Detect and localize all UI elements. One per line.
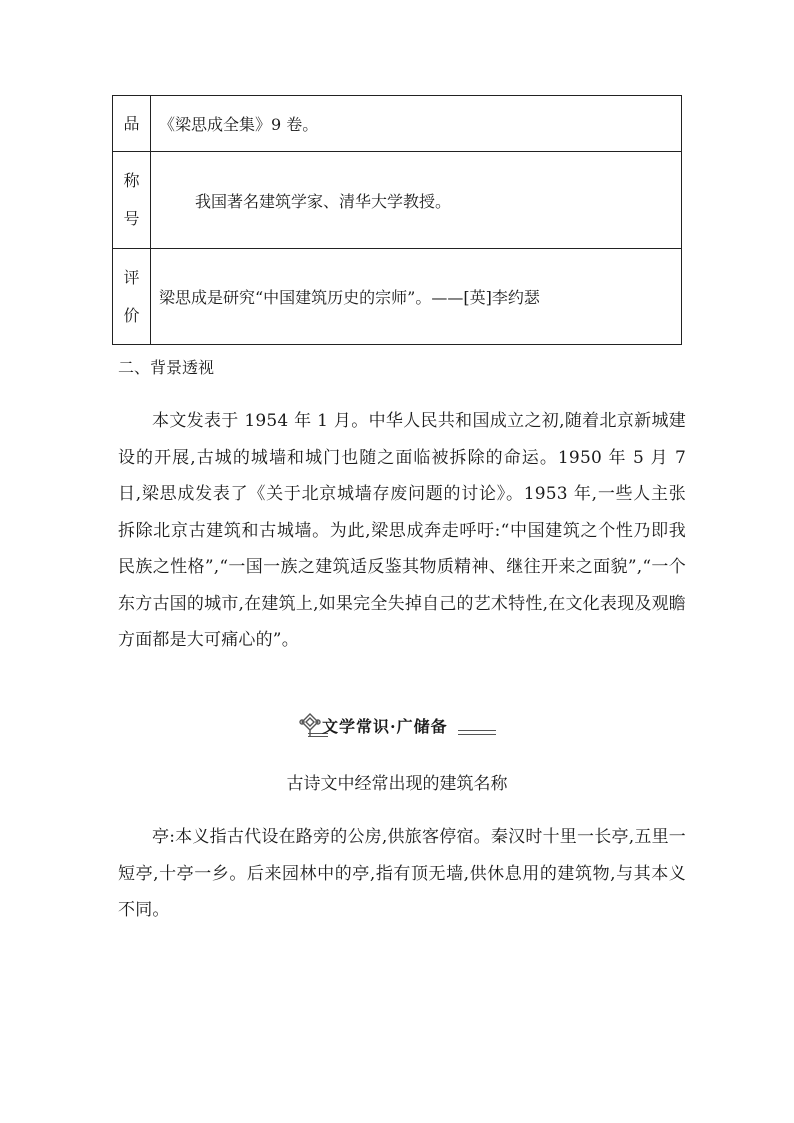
banner-label: 文学常识·广储备 <box>322 717 448 736</box>
row-value: 《梁思成全集》9 卷。 <box>151 96 682 152</box>
knowledge-title: 古诗文中经常出现的建筑名称 <box>286 774 508 794</box>
knot-ornament-icon <box>298 712 322 738</box>
banner-rule-right <box>458 730 496 731</box>
row-value: 梁思成是研究“中国建筑历史的宗师”。——[英]李约瑟 <box>151 249 682 345</box>
literature-banner <box>298 712 498 748</box>
section-heading: 二、背景透视 <box>118 358 215 377</box>
knowledge-paragraph: 亭:本义指古代设在路旁的公房,供旅客停宿。秦汉时十里一长亭,五里一短亭,十亭一乡。后来园林中的亭,指有顶无墙,供休息用的建筑物,与其本义不同。 <box>118 827 686 920</box>
banner-rule-right-2 <box>458 734 496 735</box>
background-paragraph: 本文发表于 1954 年 1 月。中华人民共和国成立之初,随着北京新城建设的开展,古城的城墙和城门也随之面临被拆除的命运。1950 年 5 月 7 日,梁思成发表了《关于北京城墙存废问题的讨论》。1953 年,一些人主张拆除北京古建筑和古城墙。为此,梁思成奔走呼吁:“中国建筑之个性乃即我民族之性格”,“一国一族之建筑适反鉴其物质精神、继往开来之面貌”,“一个东方古国的城市,在建筑上,如果完全失掉自己的艺术特性,在文化表现及观瞻方面都是大可痛心的”。 <box>118 411 686 650</box>
table-row <box>113 249 682 345</box>
table-row <box>113 96 682 152</box>
row-key: 品 <box>113 96 151 152</box>
row-key: 评 价 <box>113 249 151 345</box>
row-value: 我国著名建筑学家、清华大学教授。 <box>151 152 682 249</box>
table-row <box>113 152 682 249</box>
row-key: 称 号 <box>113 152 151 249</box>
info-table <box>112 95 682 345</box>
